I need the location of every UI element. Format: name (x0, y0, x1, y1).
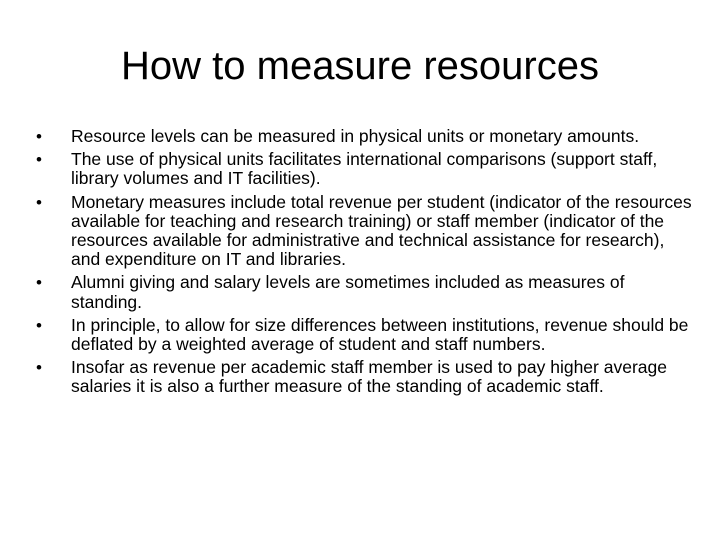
bullet-icon: • (36, 358, 42, 378)
bullet-item-6 (36, 358, 696, 396)
bullet-item-3 (36, 193, 696, 270)
bullet-item-2 (36, 150, 696, 188)
bullet-icon: • (36, 315, 42, 335)
bullet-list (36, 127, 696, 401)
bullet-text: Resource levels can be measured in physical units or monetary amounts. (71, 126, 640, 146)
bullet-text: In principle, to allow for size differences between institutions, revenue should be deflated by a weighted average of student and staff numbers. (71, 314, 689, 355)
bullet-item-4 (36, 273, 696, 311)
bullet-icon: • (36, 273, 42, 293)
slide-title: How to measure resources (121, 44, 599, 88)
bullet-text: Alumni giving and salary levels are sometimes included as measures of standing. (71, 272, 625, 312)
bullet-text: The use of physical units facilitates international comparisons (support staff, library volumes and IT facilities). (71, 149, 658, 189)
bullet-item-5 (36, 316, 696, 354)
bullet-icon: • (36, 150, 42, 170)
bullet-text: Monetary measures include total revenue per student (indicator of the resources available for teaching and research training) or staff member (indicator of the resources available for administrative and technical assistance for research), and expenditure on IT and libraries. (71, 191, 692, 270)
bullet-item-1 (36, 127, 696, 146)
bullet-text: Insofar as revenue per academic staff member is used to pay higher average salaries it is also a further measure of the standing of academic staff. (71, 357, 667, 397)
bullet-icon: • (36, 127, 42, 146)
bullet-icon: • (36, 192, 42, 212)
